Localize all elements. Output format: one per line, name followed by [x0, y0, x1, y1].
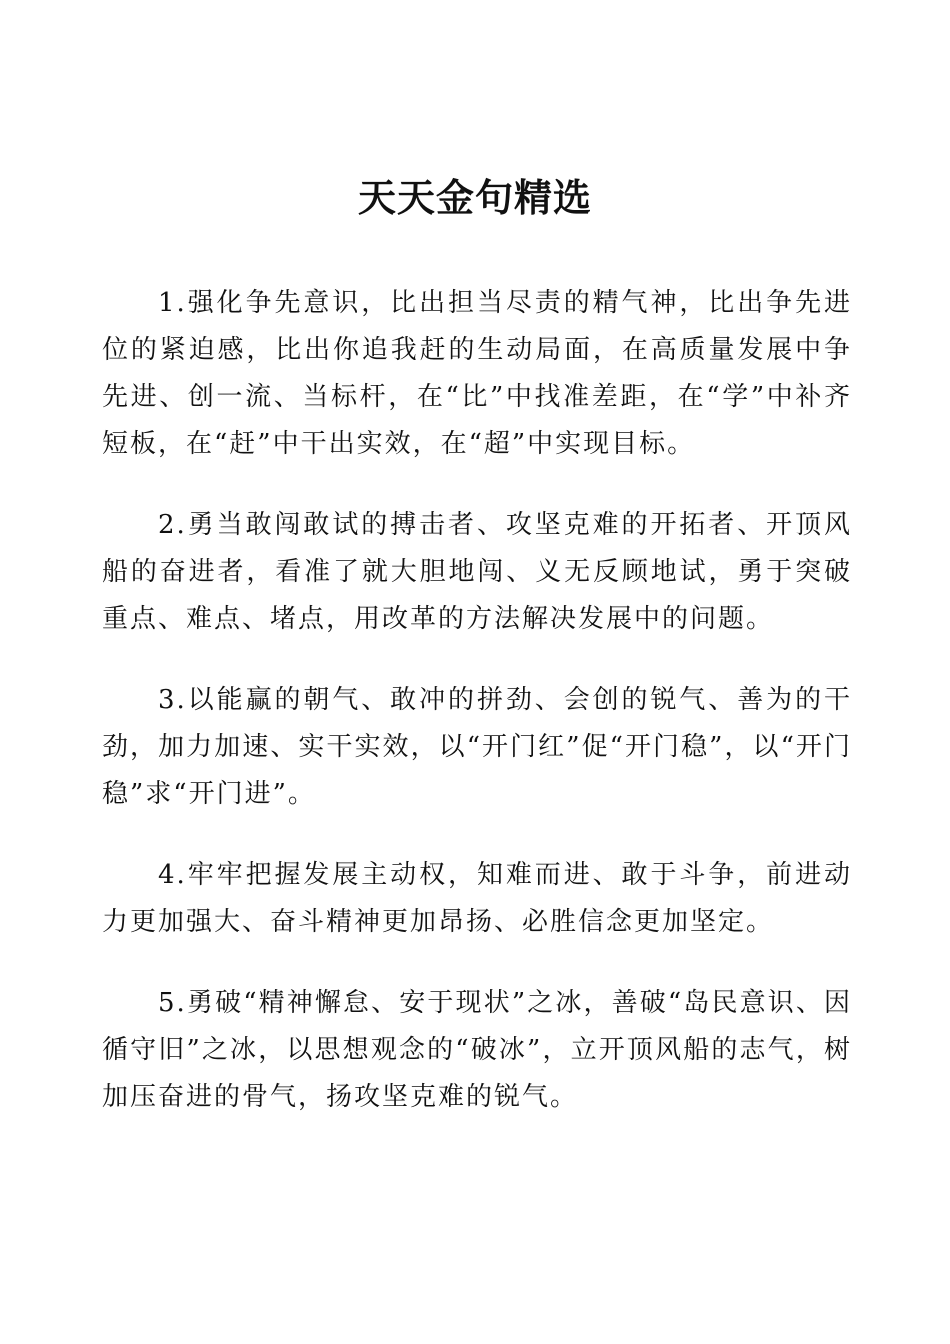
document-body	[102, 280, 852, 1155]
paragraph-5: 5.勇破“精神懈怠、安于现状”之冰，善破“岛民意识、因循守旧”之冰，以思想观念的“破冰”，立开顶风船的志气，树加压奋进的骨气，扬攻坚克难的锐气。	[102, 988, 852, 1112]
page-title: 天天金句精选	[357, 175, 592, 220]
paragraph-2: 2.勇当敢闯敢试的搏击者、攻坚克难的开拓者、开顶风船的奋进者，看准了就大胆地闯、义无反顾地试，勇于突破重点、难点、堵点，用改革的方法解决发展中的问题。	[102, 510, 852, 634]
paragraph-1: 1.强化争先意识，比出担当尽责的精气神，比出争先进位的紧迫感，比出你追我赶的生动局面，在高质量发展中争先进、创一流、当标杆，在“比”中找准差距，在“学”中补齐短板，在“赶”中干出实效，在“超”中实现目标。	[102, 288, 852, 459]
paragraph-4: 4.牢牢把握发展主动权，知难而进、敢于斗争，前进动力更加强大、奋斗精神更加昂扬、必胜信念更加坚定。	[102, 860, 852, 937]
paragraph-3: 3.以能赢的朝气、敢冲的拼劲、会创的锐气、善为的干劲，加力加速、实干实效，以“开门红”促“开门稳”，以“开门稳”求“开门进”。	[102, 685, 852, 809]
